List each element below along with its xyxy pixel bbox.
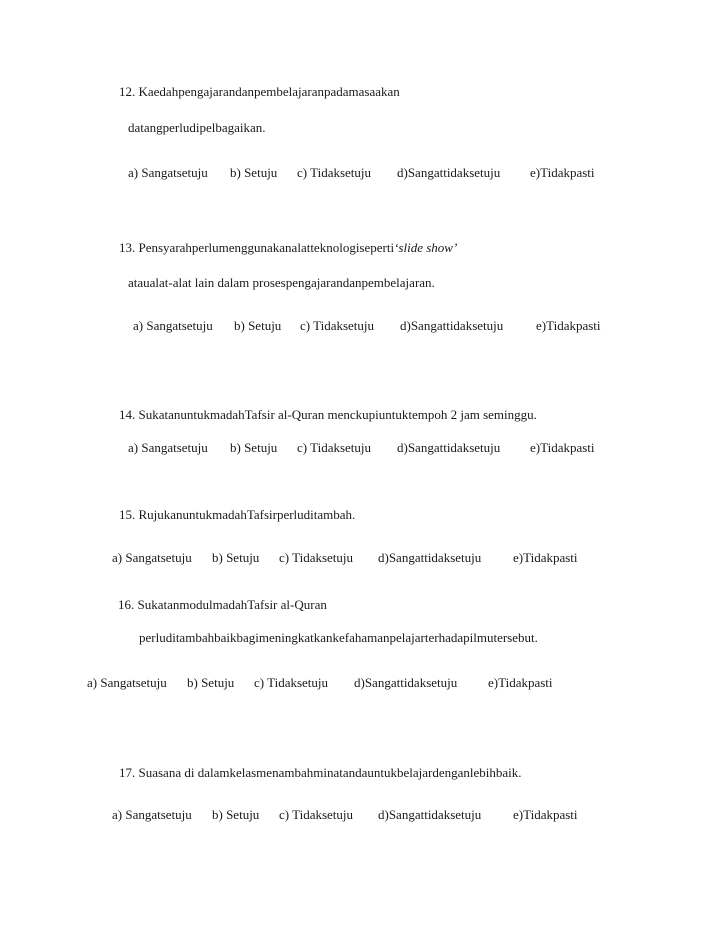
question-12-text-cont: datangperludipelbagaikan. <box>128 120 266 135</box>
option-d-sangat-tidak-setuju[interactable]: d)Sangattidaksetuju <box>397 165 501 180</box>
option-a-sangat-setuju[interactable]: a) Sangatsetuju <box>128 165 208 180</box>
option-e-tidak-pasti[interactable]: e)Tidakpasti <box>530 440 595 455</box>
option-b-setuju[interactable]: b) Setuju <box>187 675 235 690</box>
option-a-sangat-setuju[interactable]: a) Sangatsetuju <box>87 675 167 690</box>
option-e-tidak-pasti[interactable]: e)Tidakpasti <box>488 675 553 690</box>
option-a-sangat-setuju[interactable]: a) Sangatsetuju <box>112 550 192 565</box>
option-d-sangat-tidak-setuju[interactable]: d)Sangattidaksetuju <box>400 318 504 333</box>
option-a-sangat-setuju[interactable]: a) Sangatsetuju <box>128 440 208 455</box>
option-d-sangat-tidak-setuju[interactable]: d)Sangattidaksetuju <box>397 440 501 455</box>
option-d-sangat-tidak-setuju[interactable]: d)Sangattidaksetuju <box>354 675 458 690</box>
question-15-text: 15. RujukanuntukmadahTafsirperluditambah. <box>119 507 356 522</box>
option-b-setuju[interactable]: b) Setuju <box>230 440 278 455</box>
option-b-setuju[interactable]: b) Setuju <box>212 550 260 565</box>
option-c-tidak-setuju[interactable]: c) Tidaksetuju <box>297 165 372 180</box>
option-e-tidak-pasti[interactable]: e)Tidakpasti <box>536 318 601 333</box>
option-c-tidak-setuju[interactable]: c) Tidaksetuju <box>297 440 372 455</box>
option-b-setuju[interactable]: b) Setuju <box>212 807 260 822</box>
option-a-sangat-setuju[interactable]: a) Sangatsetuju <box>112 807 192 822</box>
option-c-tidak-setuju[interactable]: c) Tidaksetuju <box>254 675 329 690</box>
option-b-setuju[interactable]: b) Setuju <box>234 318 282 333</box>
question-13-text-main: 13. Pensyarahperlumenggunakanalatteknologiseperti <box>119 240 395 255</box>
question-13-emphasis: ‘slide show’ <box>394 240 458 255</box>
option-e-tidak-pasti[interactable]: e)Tidakpasti <box>513 550 578 565</box>
option-d-sangat-tidak-setuju[interactable]: d)Sangattidaksetuju <box>378 550 482 565</box>
question-13-text <box>119 240 457 256</box>
question-14-text: 14. SukatanuntukmadahTafsir al-Quran menckupiuntuktempoh 2 jam seminggu. <box>119 407 537 422</box>
question-17-text: 17. Suasana di dalamkelasmenambahminatandauntukbelajardenganlebihbaik. <box>119 765 522 780</box>
question-13-text-cont: ataualat-alat lain dalam prosespengajarandanpembelajaran. <box>128 275 435 290</box>
option-e-tidak-pasti[interactable]: e)Tidakpasti <box>513 807 578 822</box>
question-16-text: 16. SukatanmodulmadahTafsir al-Quran <box>118 597 327 612</box>
option-b-setuju[interactable]: b) Setuju <box>230 165 278 180</box>
option-c-tidak-setuju[interactable]: c) Tidaksetuju <box>279 807 354 822</box>
option-c-tidak-setuju[interactable]: c) Tidaksetuju <box>279 550 354 565</box>
option-c-tidak-setuju[interactable]: c) Tidaksetuju <box>300 318 375 333</box>
option-e-tidak-pasti[interactable]: e)Tidakpasti <box>530 165 595 180</box>
question-16-text-cont: perluditambahbaikbagimeningkatkankefahamanpelajarterhadapilmutersebut. <box>139 630 538 645</box>
question-12-text: 12. Kaedahpengajarandanpembelajaranpadamasaakan <box>119 84 400 99</box>
option-a-sangat-setuju[interactable]: a) Sangatsetuju <box>133 318 213 333</box>
option-d-sangat-tidak-setuju[interactable]: d)Sangattidaksetuju <box>378 807 482 822</box>
